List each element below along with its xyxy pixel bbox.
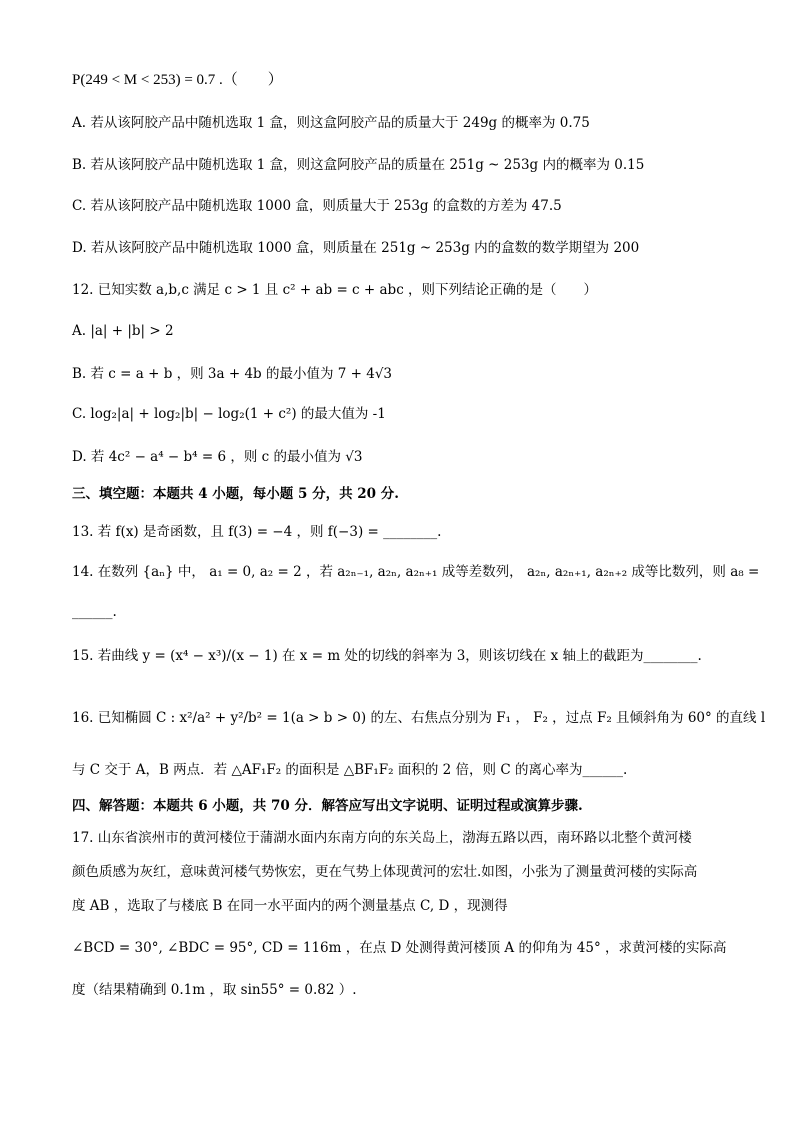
section-3-heading: 三、填空题：本题共 4 小题，每小题 5 分，共 20 分.	[72, 486, 399, 502]
question-17-line-5: 度（结果精确到 0.1m ，取 sin55° = 0.82 ）.	[72, 982, 357, 998]
option-12-d: D. 若 4c² − a⁴ − b⁴ = 6 ，则 c 的最小值为 √3	[72, 449, 363, 465]
question-14-line-2: ______.	[72, 604, 117, 620]
option-11-d: D. 若从该阿胶产品中随机选取 1000 盒，则质量在 251g ~ 253g 内的盒数的数学期望为 200	[72, 240, 640, 256]
question-13: 13. 若 f(x) 是奇函数，且 f(3) = −4 ，则 f(−3) = ________.	[72, 524, 442, 540]
option-12-c: C. log₂|a| + log₂|b| − log₂(1 + c²) 的最大值为 -1	[72, 406, 386, 422]
option-11-c: C. 若从该阿胶产品中随机选取 1000 盒，则质量大于 253g 的盒数的方差为 47.5	[72, 198, 562, 214]
question-17-line-3: 度 AB ，选取了与楼底 B 在同一水平面内的两个测量基点 C, D ，现测得	[72, 898, 508, 914]
section-4-heading: 四、解答题：本题共 6 小题，共 70 分．解答应写出文字说明、证明过程或演算步骤.	[72, 798, 583, 814]
option-11-b: B. 若从该阿胶产品中随机选取 1 盒，则这盒阿胶产品的质量在 251g ~ 253g 内的概率为 0.15	[72, 157, 645, 173]
option-11-a: A. 若从该阿胶产品中随机选取 1 盒，则这盒阿胶产品的质量大于 249g 的概率为 0.75	[72, 115, 590, 131]
question-17-line-4: ∠BCD = 30°, ∠BDC = 95°, CD = 116m ，在点 D 处测得黄河楼顶 A 的仰角为 45° ，求黄河楼的实际高	[72, 940, 727, 956]
question-14-line-1: 14. 在数列 {aₙ} 中， a₁ = 0, a₂ = 2 ，若 a₂ₙ₋₁, a₂ₙ, a₂ₙ₊₁ 成等差数列， a₂ₙ, a₂ₙ₊₁, a₂ₙ₊₂ 成等比数列，则 a₈ =	[72, 564, 760, 580]
question-16-line-1: 16. 已知椭圆 C : x²/a² + y²/b² = 1(a > b > 0) 的左、右焦点分别为 F₁ ， F₂ ，过点 F₂ 且倾斜角为 60° 的直线 l	[72, 710, 766, 726]
question-17-line-1: 17. 山东省滨州市的黄河楼位于蒲湖水面内东南方向的东关岛上，渤海五路以西，南环路以北整个黄河楼	[72, 830, 692, 846]
probability-statement: P(249 < M < 253) = 0.7 .（ ）	[72, 72, 283, 88]
question-15: 15. 若曲线 y = (x⁴ − x³)/(x − 1) 在 x = m 处的切线的斜率为 3，则该切线在 x 轴上的截距为________.	[72, 648, 702, 664]
question-12: 12. 已知实数 a,b,c 满足 c > 1 且 c² + ab = c + abc ，则下列结论正确的是（ ）	[72, 282, 598, 298]
question-17-line-2: 颜色质感为灰红，意味黄河楼气势恢宏，更在气势上体现黄河的宏壮.如图，小张为了测量黄河楼的实际高	[72, 864, 698, 880]
option-12-a: A. |a| + |b| > 2	[72, 323, 174, 339]
option-12-b: B. 若 c = a + b ，则 3a + 4b 的最小值为 7 + 4√3	[72, 366, 393, 382]
question-16-line-2: 与 C 交于 A，B 两点．若 △AF₁F₂ 的面积是 △BF₁F₂ 面积的 2 倍，则 C 的离心率为______.	[72, 762, 628, 778]
